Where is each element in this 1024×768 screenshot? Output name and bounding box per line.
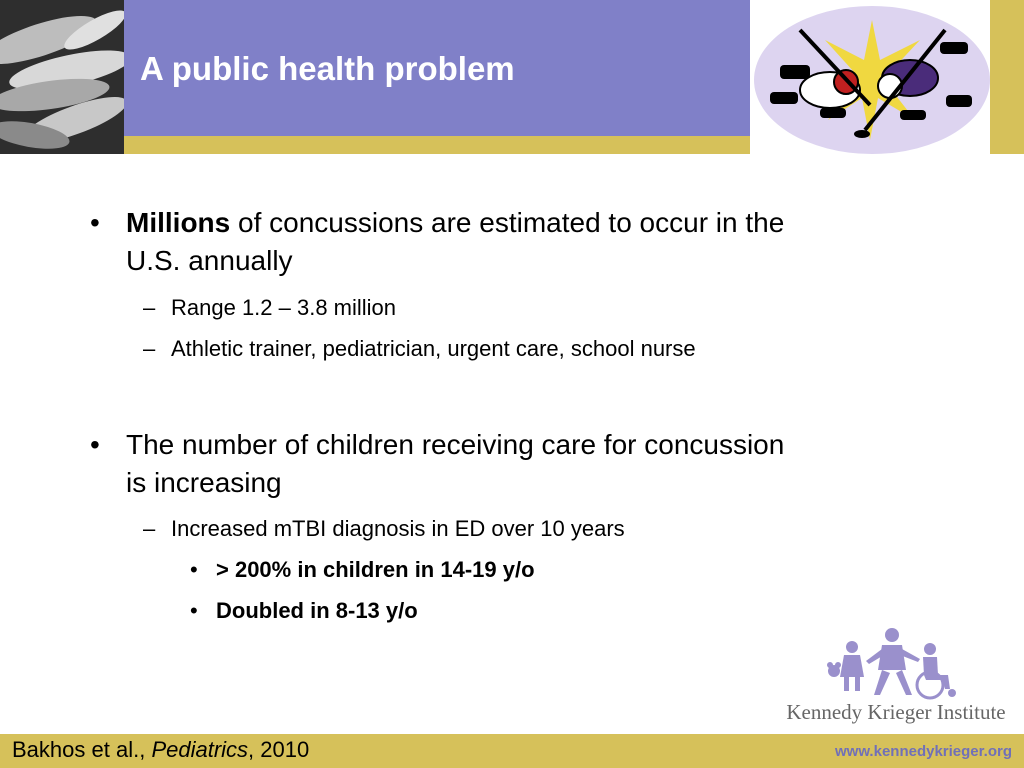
bullet-item: [90, 426, 940, 502]
sub-bullet-marker: –: [143, 336, 156, 361]
sub-sub-bullet-marker: •: [190, 557, 198, 582]
stacked-hands-image: [0, 0, 124, 154]
sub-bullet-text: Athletic trainer, pediatrician, urgent care, school nurse: [171, 336, 696, 361]
hockey-players-image: [750, 0, 990, 154]
citation-journal: Pediatrics: [151, 737, 249, 762]
bullet-marker: •: [90, 429, 100, 460]
logo-text: Kennedy Krieger Institute: [786, 700, 1006, 724]
sub-bullet-item: [143, 334, 943, 364]
hockey-clipart: [750, 0, 990, 154]
citation-author: Bakhos et al.,: [12, 737, 146, 762]
citation-year: , 2010: [248, 737, 310, 762]
family-figures-icon: [770, 625, 1015, 700]
bullet-bold: Millions: [126, 207, 231, 238]
hands-photo: [0, 0, 124, 154]
sub-sub-bullet-marker: •: [190, 598, 198, 623]
bullet-text-line2: U.S. annually: [126, 245, 293, 276]
sub-bullet-marker: –: [143, 295, 156, 320]
sub-bullet-item: [143, 514, 943, 544]
bullet-text-line2: is increasing: [126, 467, 282, 498]
sub-sub-bullet-text: Doubled in 8-13 y/o: [216, 598, 418, 623]
sub-bullet-text: Range 1.2 – 3.8 million: [171, 295, 397, 320]
bullet-item: [90, 204, 940, 280]
bullet-text: [126, 204, 940, 280]
bullet-text-line1: The number of children receiving care for concussion: [126, 429, 785, 460]
sub-bullet-text: Increased mTBI diagnosis in ED over 10 years: [171, 516, 625, 541]
bullet-text-rest: of concussions are estimated to occur in the: [230, 207, 785, 238]
slide-title: A public health problem: [140, 50, 515, 87]
header-gold-strip: [990, 0, 1024, 154]
sub-sub-bullet-item: [190, 596, 890, 626]
sub-bullet-marker: –: [143, 516, 156, 541]
citation: [12, 737, 309, 763]
sub-sub-bullet-text: > 200% in children in 14-19 y/o: [216, 557, 535, 582]
bullet-marker: •: [90, 207, 100, 238]
sub-bullet-item: [143, 293, 943, 323]
title-underline: [124, 136, 750, 154]
sub-sub-bullet-item: [190, 555, 890, 585]
bullet-text: [126, 426, 940, 502]
website-link[interactable]: www.kennedykrieger.org: [834, 743, 1012, 760]
